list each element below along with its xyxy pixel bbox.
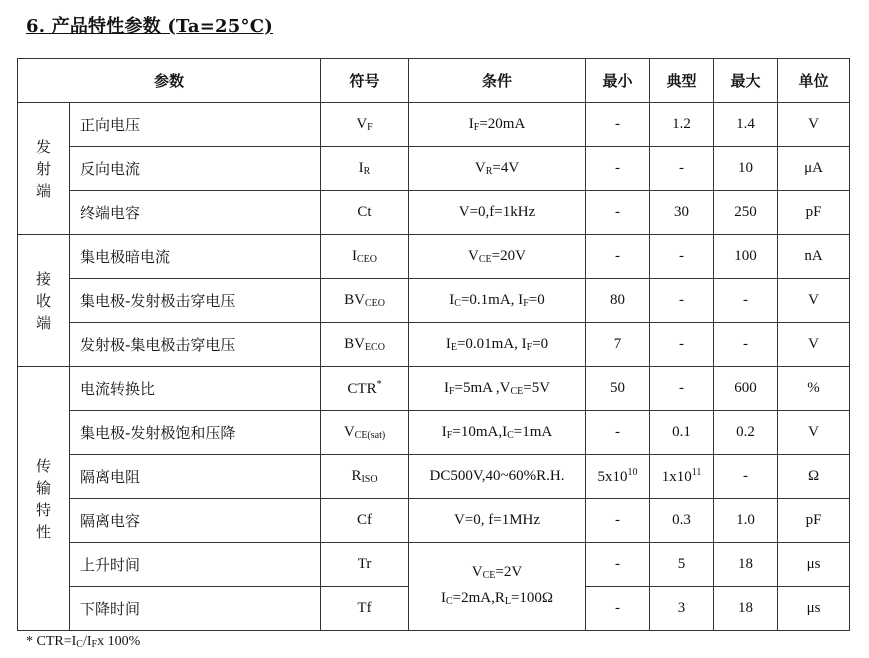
param-typ: - (650, 323, 714, 367)
param-min: 7 (586, 323, 650, 367)
param-name: 上升时间 (70, 543, 321, 587)
group-receiver-char: 接 (35, 269, 51, 288)
table-row (18, 191, 850, 235)
param-min: - (586, 191, 650, 235)
shared-condition-line1: $V_{CE}=2V$ (471, 563, 523, 581)
param-max: 250 (714, 191, 778, 235)
param-min: - (586, 543, 650, 587)
param-typ: - (650, 235, 714, 279)
group-transfer-char: 输 (35, 478, 51, 497)
param-symbol: $I_R$ (321, 147, 409, 191)
param-unit: μA (778, 147, 850, 191)
param-typ: 1.2 (650, 103, 714, 147)
param-typ: 0.1 (650, 411, 714, 455)
param-condition: $V_R=4V$ (409, 147, 586, 191)
group-transfer (18, 367, 70, 631)
param-name: 电流转换比 (70, 367, 321, 411)
param-max: 0.2 (714, 411, 778, 455)
param-max: - (714, 323, 778, 367)
param-name: 隔离电阻 (70, 455, 321, 499)
table-row (18, 543, 850, 587)
header-typ: 典型 (650, 59, 714, 103)
param-symbol: Tf (321, 587, 409, 631)
footnote: * $CTR=I_C/I_Fx$ 100% (26, 634, 141, 650)
header-unit: 单位 (778, 59, 850, 103)
param-typ: 0.3 (650, 499, 714, 543)
param-name: 集电极暗电流 (70, 235, 321, 279)
param-symbol: Tr (321, 543, 409, 587)
table-row (18, 235, 850, 279)
param-typ: - (650, 279, 714, 323)
param-typ: 3 (650, 587, 714, 631)
param-condition: V=0, f=1MHz (409, 499, 586, 543)
param-max: 18 (714, 587, 778, 631)
param-condition: DC500V,40~60%R.H. (409, 455, 586, 499)
param-min: - (586, 147, 650, 191)
param-condition: $I_E=0.01mA$, $I_F=0$ (409, 323, 586, 367)
param-max: - (714, 279, 778, 323)
param-symbol: $V_{CE(sat)}$ (321, 411, 409, 455)
param-unit: V (778, 323, 850, 367)
param-typ: 5 (650, 543, 714, 587)
group-emitter-char: 发 (35, 137, 51, 156)
param-typ: $1x10^{11}$ (650, 455, 714, 499)
header-param: 参数 (18, 59, 321, 103)
group-emitter-char: 射 (35, 159, 51, 178)
param-symbol: $R_{ISO}$ (321, 455, 409, 499)
param-condition: $V_{CE}=20V$ (409, 235, 586, 279)
param-symbol: Cf (321, 499, 409, 543)
table-row (18, 323, 850, 367)
param-max: 1.0 (714, 499, 778, 543)
param-symbol: Ct (321, 191, 409, 235)
header-symbol: 符号 (321, 59, 409, 103)
characteristics-table (17, 58, 850, 631)
group-transfer-char: 传 (35, 456, 51, 475)
group-emitter-char: 端 (35, 181, 51, 200)
param-unit: pF (778, 191, 850, 235)
group-receiver-char: 端 (35, 313, 51, 332)
param-symbol: $BV_{ECO}$ (321, 323, 409, 367)
param-max: 600 (714, 367, 778, 411)
param-max: 1.4 (714, 103, 778, 147)
table-row (18, 103, 850, 147)
group-transfer-char: 特 (35, 500, 51, 519)
header-max: 最大 (714, 59, 778, 103)
param-unit: μs (778, 543, 850, 587)
group-receiver-char: 收 (35, 291, 51, 310)
param-min: - (586, 411, 650, 455)
param-condition: $I_F=10mA,I_C=1mA$ (409, 411, 586, 455)
group-emitter (18, 103, 70, 235)
param-min: - (586, 235, 650, 279)
param-unit: μs (778, 587, 850, 631)
param-unit: V (778, 411, 850, 455)
param-name: 隔离电容 (70, 499, 321, 543)
param-name: 下降时间 (70, 587, 321, 631)
param-min: - (586, 499, 650, 543)
param-typ: - (650, 147, 714, 191)
param-unit: nA (778, 235, 850, 279)
param-max: 100 (714, 235, 778, 279)
table-row (18, 499, 850, 543)
param-max: - (714, 455, 778, 499)
table-row (18, 279, 850, 323)
param-name: 正向电压 (70, 103, 321, 147)
param-symbol: CTR* (321, 367, 409, 411)
param-name: 集电极-发射极击穿电压 (70, 279, 321, 323)
table-row (18, 411, 850, 455)
table-row (18, 455, 850, 499)
table-row (18, 147, 850, 191)
param-min: 80 (586, 279, 650, 323)
param-unit: V (778, 103, 850, 147)
param-symbol: $BV_{CEO}$ (321, 279, 409, 323)
param-condition: $I_F=20mA$ (409, 103, 586, 147)
param-condition: $I_C=0.1mA$, $I_F=0$ (409, 279, 586, 323)
param-name: 反向电流 (70, 147, 321, 191)
param-symbol: $I_{CEO}$ (321, 235, 409, 279)
header-row (18, 59, 850, 103)
param-max: 18 (714, 543, 778, 587)
param-unit: pF (778, 499, 850, 543)
param-unit: % (778, 367, 850, 411)
header-min: 最小 (586, 59, 650, 103)
table-row (18, 367, 850, 411)
shared-condition (409, 543, 586, 631)
param-min: - (586, 103, 650, 147)
group-transfer-char: 性 (35, 522, 51, 541)
shared-condition-line2: $I_C=2mA,R_L=100\Omega$ (440, 589, 554, 607)
param-min: $5x10^{10}$ (586, 455, 650, 499)
param-typ: 30 (650, 191, 714, 235)
param-name: 集电极-发射极饱和压降 (70, 411, 321, 455)
param-unit: Ω (778, 455, 850, 499)
param-symbol: $V_F$ (321, 103, 409, 147)
param-name: 终端电容 (70, 191, 321, 235)
param-min: 50 (586, 367, 650, 411)
param-max: 10 (714, 147, 778, 191)
param-condition: $I_F=5mA$ $,V_{CE}=5V$ (409, 367, 586, 411)
param-name: 发射极-集电极击穿电压 (70, 323, 321, 367)
param-typ: - (650, 367, 714, 411)
param-min: - (586, 587, 650, 631)
param-condition: V=0,f=1kHz (409, 191, 586, 235)
section-title: 6. 产品特性参数 (Ta=25°C) (26, 16, 273, 37)
group-receiver (18, 235, 70, 367)
header-condition: 条件 (409, 59, 586, 103)
param-unit: V (778, 279, 850, 323)
